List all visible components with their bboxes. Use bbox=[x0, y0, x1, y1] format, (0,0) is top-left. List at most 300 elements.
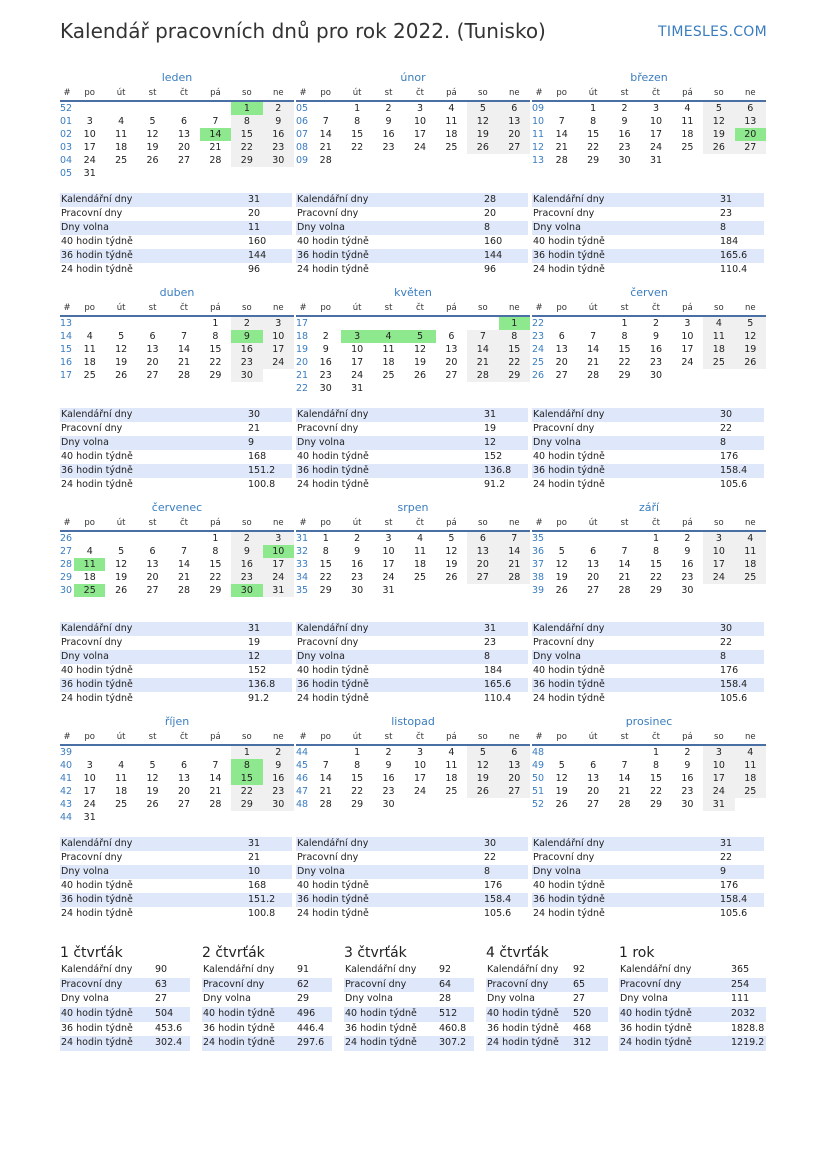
day-cell[interactable]: 26 bbox=[413, 370, 427, 381]
day-cell[interactable]: 8 bbox=[231, 115, 262, 128]
day-cell[interactable]: 23 bbox=[618, 142, 631, 153]
day-cell[interactable]: 18 bbox=[703, 343, 734, 356]
day-cell[interactable]: 27 bbox=[445, 370, 458, 381]
day-cell[interactable]: 29 bbox=[231, 798, 262, 811]
day-cell[interactable]: 25 bbox=[115, 799, 128, 810]
holiday-day-cell[interactable]: 5 bbox=[404, 330, 435, 343]
day-cell[interactable]: 18 bbox=[382, 357, 395, 368]
day-cell[interactable]: 8 bbox=[652, 760, 660, 771]
day-cell[interactable]: 23 bbox=[231, 356, 262, 369]
day-cell[interactable]: 24 bbox=[413, 142, 427, 153]
day-cell[interactable]: 24 bbox=[351, 370, 364, 381]
day-cell[interactable]: 23 bbox=[382, 786, 395, 797]
day-cell[interactable]: 4 bbox=[118, 760, 125, 771]
day-cell[interactable]: 22 bbox=[649, 786, 663, 797]
day-cell[interactable]: 21 bbox=[467, 356, 498, 369]
day-cell[interactable]: 2 bbox=[231, 317, 262, 330]
day-cell[interactable]: 18 bbox=[735, 558, 766, 571]
day-cell[interactable]: 18 bbox=[83, 357, 96, 368]
day-cell[interactable]: 29 bbox=[319, 585, 332, 596]
day-cell[interactable]: 15 bbox=[649, 559, 663, 570]
day-cell[interactable]: 16 bbox=[681, 773, 694, 784]
day-cell[interactable]: 20 bbox=[499, 772, 530, 785]
day-cell[interactable]: 10 bbox=[351, 344, 364, 355]
day-cell[interactable]: 19 bbox=[413, 357, 427, 368]
day-cell[interactable]: 28 bbox=[177, 370, 191, 381]
day-cell[interactable]: 1 bbox=[621, 318, 628, 329]
day-cell[interactable]: 7 bbox=[558, 116, 565, 127]
day-cell[interactable]: 7 bbox=[180, 331, 188, 342]
day-cell[interactable]: 29 bbox=[209, 585, 222, 596]
day-cell[interactable]: 8 bbox=[212, 331, 219, 342]
day-cell[interactable]: 20 bbox=[555, 357, 568, 368]
day-cell[interactable]: 23 bbox=[231, 571, 262, 584]
holiday-day-cell[interactable]: 4 bbox=[373, 330, 404, 343]
day-cell[interactable]: 26 bbox=[467, 141, 498, 154]
day-cell[interactable]: 25 bbox=[445, 786, 458, 797]
holiday-day-cell[interactable]: 8 bbox=[231, 759, 262, 772]
day-cell[interactable]: 22 bbox=[649, 572, 663, 583]
day-cell[interactable]: 11 bbox=[681, 116, 694, 127]
day-cell[interactable]: 4 bbox=[448, 747, 455, 758]
day-cell[interactable]: 20 bbox=[146, 357, 159, 368]
day-cell[interactable]: 13 bbox=[146, 344, 159, 355]
day-cell[interactable]: 30 bbox=[681, 585, 694, 596]
holiday-day-cell[interactable]: 15 bbox=[231, 772, 262, 785]
day-cell[interactable]: 2 bbox=[354, 533, 361, 544]
day-cell[interactable]: 19 bbox=[703, 128, 734, 141]
day-cell[interactable]: 4 bbox=[416, 533, 424, 544]
day-cell[interactable]: 12 bbox=[146, 773, 159, 784]
day-cell[interactable]: 14 bbox=[587, 344, 600, 355]
day-cell[interactable]: 9 bbox=[263, 115, 294, 128]
day-cell[interactable]: 27 bbox=[587, 799, 600, 810]
day-cell[interactable]: 17 bbox=[263, 343, 294, 356]
day-cell[interactable]: 18 bbox=[413, 559, 427, 570]
day-cell[interactable]: 26 bbox=[555, 585, 568, 596]
holiday-day-cell[interactable]: 30 bbox=[231, 584, 262, 597]
day-cell[interactable]: 10 bbox=[83, 129, 96, 140]
day-cell[interactable]: 11 bbox=[735, 759, 766, 772]
day-cell[interactable]: 30 bbox=[263, 154, 294, 167]
day-cell[interactable]: 26 bbox=[146, 799, 159, 810]
day-cell[interactable]: 2 bbox=[684, 533, 691, 544]
day-cell[interactable]: 4 bbox=[118, 116, 125, 127]
day-cell[interactable]: 21 bbox=[618, 572, 631, 583]
day-cell[interactable]: 4 bbox=[86, 331, 93, 342]
day-cell[interactable]: 2 bbox=[385, 103, 392, 114]
day-cell[interactable]: 17 bbox=[83, 142, 96, 153]
day-cell[interactable]: 8 bbox=[354, 760, 361, 771]
day-cell[interactable]: 3 bbox=[86, 116, 93, 127]
day-cell[interactable]: 17 bbox=[263, 558, 294, 571]
day-cell[interactable]: 9 bbox=[684, 546, 691, 557]
day-cell[interactable]: 21 bbox=[555, 142, 568, 153]
day-cell[interactable]: 3 bbox=[416, 747, 424, 758]
day-cell[interactable]: 16 bbox=[649, 344, 663, 355]
day-cell[interactable]: 21 bbox=[209, 786, 222, 797]
day-cell[interactable]: 5 bbox=[118, 546, 125, 557]
day-cell[interactable]: 6 bbox=[149, 546, 156, 557]
day-cell[interactable]: 22 bbox=[231, 785, 262, 798]
day-cell[interactable]: 15 bbox=[209, 344, 222, 355]
day-cell[interactable]: 16 bbox=[382, 773, 395, 784]
day-cell[interactable]: 17 bbox=[681, 344, 694, 355]
day-cell[interactable]: 22 bbox=[351, 142, 364, 153]
day-cell[interactable]: 24 bbox=[382, 572, 395, 583]
day-cell[interactable]: 2 bbox=[263, 746, 294, 759]
day-cell[interactable]: 21 bbox=[499, 558, 530, 571]
day-cell[interactable]: 19 bbox=[555, 786, 568, 797]
day-cell[interactable]: 28 bbox=[177, 585, 191, 596]
day-cell[interactable]: 3 bbox=[684, 318, 691, 329]
day-cell[interactable]: 12 bbox=[115, 344, 128, 355]
day-cell[interactable]: 12 bbox=[413, 344, 427, 355]
day-cell[interactable]: 21 bbox=[177, 572, 191, 583]
day-cell[interactable]: 6 bbox=[180, 116, 188, 127]
day-cell[interactable]: 25 bbox=[735, 571, 766, 584]
day-cell[interactable]: 25 bbox=[703, 356, 734, 369]
day-cell[interactable]: 7 bbox=[590, 331, 597, 342]
day-cell[interactable]: 17 bbox=[83, 786, 96, 797]
day-cell[interactable]: 28 bbox=[618, 585, 631, 596]
day-cell[interactable]: 21 bbox=[618, 786, 631, 797]
day-cell[interactable]: 4 bbox=[86, 546, 93, 557]
day-cell[interactable]: 9 bbox=[621, 116, 628, 127]
day-cell[interactable]: 11 bbox=[445, 760, 458, 771]
day-cell[interactable]: 31 bbox=[83, 812, 96, 823]
day-cell[interactable]: 24 bbox=[263, 571, 294, 584]
day-cell[interactable]: 4 bbox=[703, 317, 734, 330]
holiday-day-cell[interactable]: 10 bbox=[263, 545, 294, 558]
day-cell[interactable]: 7 bbox=[212, 116, 219, 127]
day-cell[interactable]: 29 bbox=[649, 799, 663, 810]
day-cell[interactable]: 15 bbox=[618, 344, 631, 355]
day-cell[interactable]: 9 bbox=[263, 759, 294, 772]
brand-link[interactable]: TIMESLES.COM bbox=[658, 24, 767, 40]
day-cell[interactable]: 10 bbox=[703, 545, 734, 558]
day-cell[interactable]: 2 bbox=[652, 318, 660, 329]
day-cell[interactable]: 4 bbox=[684, 103, 691, 114]
day-cell[interactable]: 3 bbox=[703, 532, 734, 545]
day-cell[interactable]: 20 bbox=[445, 357, 458, 368]
day-cell[interactable]: 10 bbox=[413, 760, 427, 771]
day-cell[interactable]: 18 bbox=[445, 773, 458, 784]
day-cell[interactable]: 13 bbox=[555, 344, 568, 355]
day-cell[interactable]: 21 bbox=[319, 142, 332, 153]
day-cell[interactable]: 30 bbox=[649, 370, 663, 381]
day-cell[interactable]: 25 bbox=[413, 572, 427, 583]
day-cell[interactable]: 27 bbox=[555, 370, 568, 381]
day-cell[interactable]: 1 bbox=[354, 747, 361, 758]
day-cell[interactable]: 5 bbox=[558, 760, 565, 771]
day-cell[interactable]: 9 bbox=[322, 344, 329, 355]
day-cell[interactable]: 21 bbox=[587, 357, 600, 368]
holiday-day-cell[interactable]: 14 bbox=[200, 128, 231, 141]
day-cell[interactable]: 30 bbox=[319, 383, 332, 394]
day-cell[interactable]: 28 bbox=[555, 155, 568, 166]
day-cell[interactable]: 17 bbox=[413, 129, 427, 140]
day-cell[interactable]: 22 bbox=[618, 357, 631, 368]
day-cell[interactable]: 23 bbox=[649, 357, 663, 368]
day-cell[interactable]: 13 bbox=[587, 773, 600, 784]
day-cell[interactable]: 20 bbox=[177, 786, 191, 797]
day-cell[interactable]: 5 bbox=[735, 317, 766, 330]
day-cell[interactable]: 17 bbox=[703, 772, 734, 785]
day-cell[interactable]: 12 bbox=[467, 759, 498, 772]
day-cell[interactable]: 23 bbox=[382, 142, 395, 153]
day-cell[interactable]: 3 bbox=[86, 760, 93, 771]
day-cell[interactable]: 6 bbox=[590, 760, 597, 771]
day-cell[interactable]: 1 bbox=[212, 318, 219, 329]
day-cell[interactable]: 19 bbox=[445, 559, 458, 570]
day-cell[interactable]: 11 bbox=[735, 545, 766, 558]
day-cell[interactable]: 7 bbox=[180, 546, 188, 557]
day-cell[interactable]: 1 bbox=[322, 533, 329, 544]
day-cell[interactable]: 15 bbox=[587, 129, 600, 140]
day-cell[interactable]: 22 bbox=[587, 142, 600, 153]
day-cell[interactable]: 27 bbox=[146, 585, 159, 596]
day-cell[interactable]: 23 bbox=[319, 370, 332, 381]
day-cell[interactable]: 14 bbox=[177, 344, 191, 355]
day-cell[interactable]: 31 bbox=[263, 584, 294, 597]
day-cell[interactable]: 16 bbox=[618, 129, 631, 140]
day-cell[interactable]: 13 bbox=[177, 773, 191, 784]
day-cell[interactable]: 12 bbox=[735, 330, 766, 343]
holiday-day-cell[interactable]: 20 bbox=[735, 128, 766, 141]
day-cell[interactable]: 22 bbox=[231, 141, 262, 154]
day-cell[interactable]: 29 bbox=[231, 154, 262, 167]
day-cell[interactable]: 19 bbox=[115, 357, 128, 368]
day-cell[interactable]: 12 bbox=[555, 559, 568, 570]
day-cell[interactable]: 20 bbox=[177, 142, 191, 153]
day-cell[interactable]: 16 bbox=[319, 357, 332, 368]
day-cell[interactable]: 5 bbox=[149, 116, 156, 127]
day-cell[interactable]: 26 bbox=[735, 356, 766, 369]
day-cell[interactable]: 26 bbox=[146, 155, 159, 166]
day-cell[interactable]: 19 bbox=[115, 572, 128, 583]
day-cell[interactable]: 26 bbox=[115, 370, 128, 381]
day-cell[interactable]: 11 bbox=[115, 129, 128, 140]
day-cell[interactable]: 28 bbox=[618, 799, 631, 810]
day-cell[interactable]: 13 bbox=[146, 559, 159, 570]
day-cell[interactable]: 7 bbox=[212, 760, 219, 771]
day-cell[interactable]: 10 bbox=[681, 331, 694, 342]
holiday-day-cell[interactable]: 9 bbox=[231, 330, 262, 343]
day-cell[interactable]: 5 bbox=[467, 102, 498, 115]
day-cell[interactable]: 12 bbox=[146, 129, 159, 140]
day-cell[interactable]: 5 bbox=[703, 102, 734, 115]
day-cell[interactable]: 7 bbox=[322, 116, 329, 127]
day-cell[interactable]: 26 bbox=[703, 141, 734, 154]
day-cell[interactable]: 16 bbox=[231, 343, 262, 356]
day-cell[interactable]: 2 bbox=[621, 103, 628, 114]
day-cell[interactable]: 29 bbox=[649, 585, 663, 596]
day-cell[interactable]: 26 bbox=[115, 585, 128, 596]
holiday-day-cell[interactable]: 1 bbox=[231, 102, 262, 115]
day-cell[interactable]: 20 bbox=[499, 128, 530, 141]
day-cell[interactable]: 24 bbox=[413, 786, 427, 797]
day-cell[interactable]: 29 bbox=[351, 799, 364, 810]
day-cell[interactable]: 18 bbox=[681, 129, 694, 140]
day-cell[interactable]: 4 bbox=[735, 746, 766, 759]
day-cell[interactable]: 21 bbox=[209, 142, 222, 153]
day-cell[interactable]: 4 bbox=[448, 103, 455, 114]
day-cell[interactable]: 8 bbox=[590, 116, 597, 127]
day-cell[interactable]: 20 bbox=[587, 572, 600, 583]
day-cell[interactable]: 27 bbox=[177, 799, 191, 810]
day-cell[interactable]: 9 bbox=[385, 116, 392, 127]
day-cell[interactable]: 25 bbox=[382, 370, 395, 381]
day-cell[interactable]: 30 bbox=[618, 155, 631, 166]
day-cell[interactable]: 6 bbox=[448, 331, 455, 342]
day-cell[interactable]: 11 bbox=[115, 773, 128, 784]
day-cell[interactable]: 27 bbox=[146, 370, 159, 381]
day-cell[interactable]: 24 bbox=[649, 142, 663, 153]
day-cell[interactable]: 11 bbox=[445, 116, 458, 127]
day-cell[interactable]: 22 bbox=[209, 572, 222, 583]
day-cell[interactable]: 2 bbox=[684, 747, 691, 758]
day-cell[interactable]: 26 bbox=[467, 785, 498, 798]
day-cell[interactable]: 6 bbox=[149, 331, 156, 342]
day-cell[interactable]: 13 bbox=[735, 115, 766, 128]
day-cell[interactable]: 16 bbox=[231, 558, 262, 571]
day-cell[interactable]: 9 bbox=[684, 760, 691, 771]
day-cell[interactable]: 15 bbox=[319, 559, 332, 570]
day-cell[interactable]: 2 bbox=[322, 331, 329, 342]
day-cell[interactable]: 24 bbox=[263, 356, 294, 369]
day-cell[interactable]: 9 bbox=[385, 760, 392, 771]
day-cell[interactable]: 29 bbox=[209, 370, 222, 381]
day-cell[interactable]: 17 bbox=[382, 559, 395, 570]
day-cell[interactable]: 28 bbox=[499, 571, 530, 584]
day-cell[interactable]: 12 bbox=[703, 115, 734, 128]
day-cell[interactable]: 14 bbox=[618, 559, 631, 570]
day-cell[interactable]: 28 bbox=[467, 369, 498, 382]
day-cell[interactable]: 5 bbox=[558, 546, 565, 557]
day-cell[interactable]: 28 bbox=[587, 370, 600, 381]
day-cell[interactable]: 10 bbox=[83, 773, 96, 784]
day-cell[interactable]: 22 bbox=[351, 786, 364, 797]
day-cell[interactable]: 6 bbox=[590, 546, 597, 557]
day-cell[interactable]: 14 bbox=[467, 343, 498, 356]
day-cell[interactable]: 7 bbox=[621, 760, 628, 771]
day-cell[interactable]: 19 bbox=[735, 343, 766, 356]
day-cell[interactable]: 30 bbox=[382, 799, 395, 810]
day-cell[interactable]: 29 bbox=[499, 369, 530, 382]
day-cell[interactable]: 8 bbox=[354, 116, 361, 127]
day-cell[interactable]: 25 bbox=[115, 155, 128, 166]
day-cell[interactable]: 6 bbox=[558, 331, 565, 342]
day-cell[interactable]: 19 bbox=[467, 128, 498, 141]
day-cell[interactable]: 15 bbox=[209, 559, 222, 570]
day-cell[interactable]: 2 bbox=[231, 532, 262, 545]
day-cell[interactable]: 19 bbox=[467, 772, 498, 785]
day-cell[interactable]: 26 bbox=[445, 572, 458, 583]
day-cell[interactable]: 17 bbox=[649, 129, 663, 140]
day-cell[interactable]: 16 bbox=[681, 559, 694, 570]
day-cell[interactable]: 12 bbox=[555, 773, 568, 784]
day-cell[interactable]: 28 bbox=[319, 155, 332, 166]
day-cell[interactable]: 7 bbox=[322, 760, 329, 771]
day-cell[interactable]: 3 bbox=[263, 317, 294, 330]
day-cell[interactable]: 10 bbox=[649, 116, 663, 127]
day-cell[interactable]: 15 bbox=[351, 773, 364, 784]
day-cell[interactable]: 27 bbox=[735, 141, 766, 154]
day-cell[interactable]: 6 bbox=[499, 102, 530, 115]
day-cell[interactable]: 8 bbox=[212, 546, 219, 557]
day-cell[interactable]: 21 bbox=[319, 786, 332, 797]
day-cell[interactable]: 4 bbox=[735, 532, 766, 545]
day-cell[interactable]: 11 bbox=[703, 330, 734, 343]
day-cell[interactable]: 6 bbox=[467, 532, 498, 545]
day-cell[interactable]: 10 bbox=[263, 330, 294, 343]
day-cell[interactable]: 13 bbox=[499, 759, 530, 772]
day-cell[interactable]: 1 bbox=[354, 103, 361, 114]
day-cell[interactable]: 25 bbox=[445, 142, 458, 153]
day-cell[interactable]: 10 bbox=[382, 546, 395, 557]
day-cell[interactable]: 7 bbox=[621, 546, 628, 557]
day-cell[interactable]: 14 bbox=[618, 773, 631, 784]
day-cell[interactable]: 3 bbox=[416, 103, 424, 114]
day-cell[interactable]: 23 bbox=[681, 572, 694, 583]
holiday-day-cell[interactable]: 3 bbox=[341, 330, 372, 343]
day-cell[interactable]: 28 bbox=[209, 799, 222, 810]
day-cell[interactable]: 30 bbox=[231, 369, 262, 382]
day-cell[interactable]: 14 bbox=[319, 129, 332, 140]
day-cell[interactable]: 19 bbox=[146, 142, 159, 153]
day-cell[interactable]: 15 bbox=[231, 128, 262, 141]
day-cell[interactable]: 16 bbox=[263, 772, 294, 785]
day-cell[interactable]: 24 bbox=[83, 799, 96, 810]
day-cell[interactable]: 13 bbox=[445, 344, 458, 355]
day-cell[interactable]: 12 bbox=[115, 559, 128, 570]
day-cell[interactable]: 25 bbox=[681, 142, 694, 153]
day-cell[interactable]: 8 bbox=[652, 546, 660, 557]
day-cell[interactable]: 24 bbox=[703, 571, 734, 584]
day-cell[interactable]: 13 bbox=[587, 559, 600, 570]
day-cell[interactable]: 16 bbox=[382, 129, 395, 140]
day-cell[interactable]: 22 bbox=[209, 357, 222, 368]
day-cell[interactable]: 25 bbox=[735, 785, 766, 798]
day-cell[interactable]: 24 bbox=[681, 357, 694, 368]
day-cell[interactable]: 13 bbox=[499, 115, 530, 128]
day-cell[interactable]: 10 bbox=[413, 116, 427, 127]
day-cell[interactable]: 1 bbox=[590, 103, 597, 114]
day-cell[interactable]: 20 bbox=[146, 572, 159, 583]
day-cell[interactable]: 9 bbox=[231, 545, 262, 558]
day-cell[interactable]: 8 bbox=[621, 331, 628, 342]
day-cell[interactable]: 29 bbox=[618, 370, 631, 381]
day-cell[interactable]: 18 bbox=[115, 142, 128, 153]
day-cell[interactable]: 31 bbox=[83, 168, 96, 179]
day-cell[interactable]: 18 bbox=[115, 786, 128, 797]
day-cell[interactable]: 3 bbox=[652, 103, 660, 114]
day-cell[interactable]: 18 bbox=[445, 129, 458, 140]
day-cell[interactable]: 12 bbox=[467, 115, 498, 128]
day-cell[interactable]: 27 bbox=[587, 585, 600, 596]
day-cell[interactable]: 7 bbox=[499, 532, 530, 545]
day-cell[interactable]: 23 bbox=[263, 141, 294, 154]
day-cell[interactable]: 23 bbox=[681, 786, 694, 797]
day-cell[interactable]: 24 bbox=[703, 785, 734, 798]
day-cell[interactable]: 13 bbox=[467, 545, 498, 558]
day-cell[interactable]: 17 bbox=[703, 558, 734, 571]
day-cell[interactable]: 19 bbox=[146, 786, 159, 797]
day-cell[interactable]: 22 bbox=[319, 572, 332, 583]
day-cell[interactable]: 1 bbox=[652, 747, 660, 758]
day-cell[interactable]: 10 bbox=[703, 759, 734, 772]
